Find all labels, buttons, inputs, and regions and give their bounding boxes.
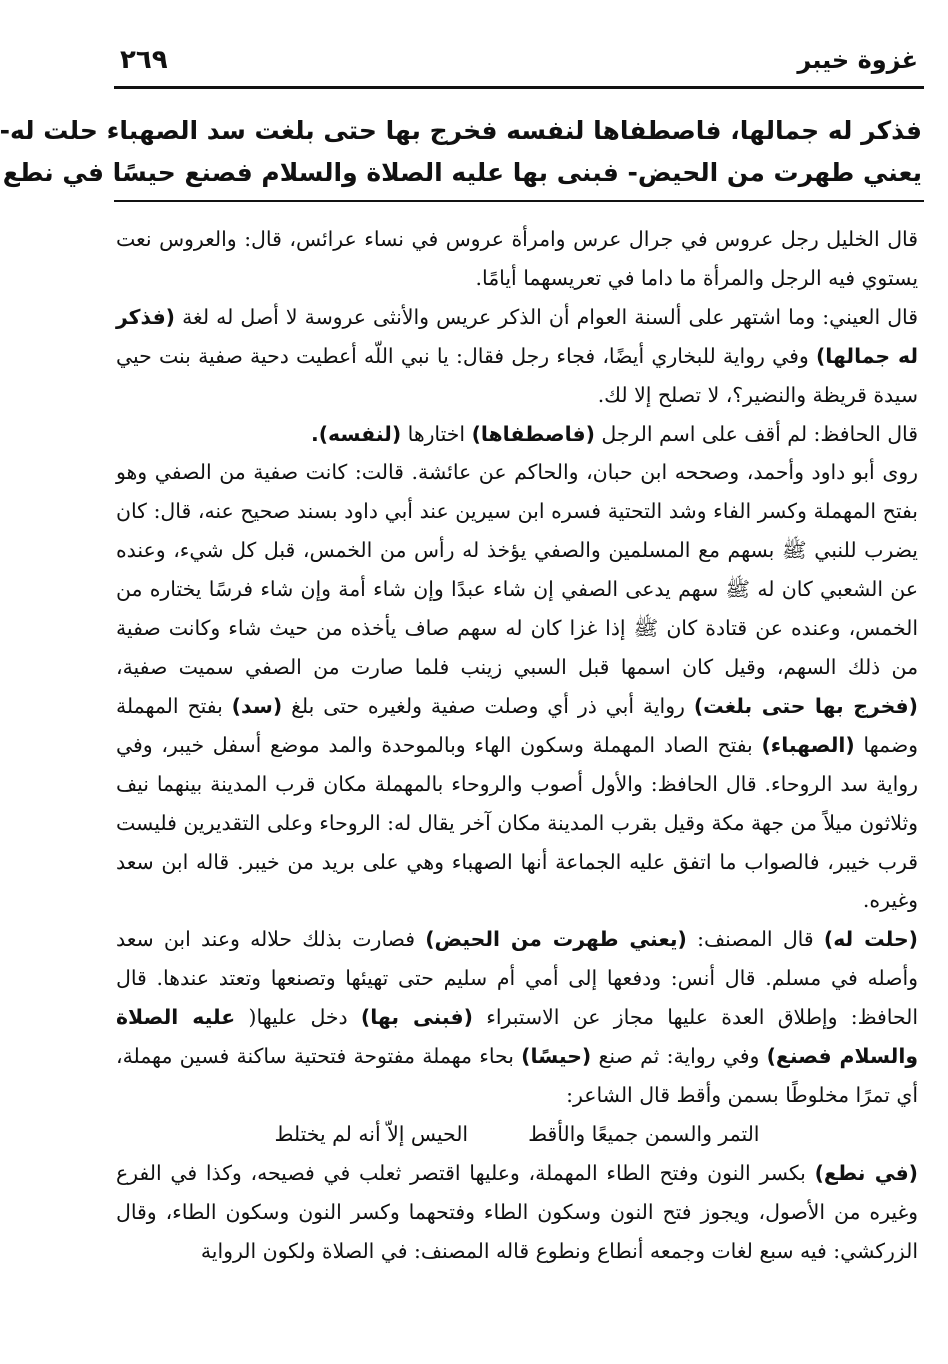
paragraph [116,220,918,298]
paragraph [116,415,918,454]
paragraph-text: بفتح الصاد المهملة وسكون الهاء وبالموحدة والمد موضع أسفل خيبر، وفي رواية سد الروحاء. قال الحافظ: والأول أصوب والروحاء بالمهملة مكان قرب المدينة بينهما نيف وثلاثون ميلاً من جهة مكة وقيل بقرب المدينة مكان آخر يقال له: الروحاء وعلى التقديرين فليست قرب خيبر، فالصواب ما اتفق عليه الجماعة أنها الصهباء وهي على بريد من خيبر. قاله ابن سعد وغيره. [116,732,918,913]
separator-rule [114,200,924,202]
paragraph-text: روى أبو داود وأحمد، وصححه ابن حبان، والحاكم عن عائشة. قالت: كانت صفية من الصفي وهو بفتح المهملة وكسر الفاء وشد التحتية فسره ابن سيرين عند أبي داود بسند صحيح عنه، قال: كان يضرب للنبي ﷺ بسهم مع المسلمين والصفي يؤخذ له رأس من الخمس، قبل كل شيء، وعنده عن الشعبي كان له ﷺ سهم يدعى الصفي إن شاء عبدًا وإن شاء أمة وإن شاء فرسًا يختاره من الخمس، وعنده عن قتادة كان ﷺ إذا غزا كان له سهم صاف يأخذه من حيث شاء وكانت صفية من ذلك السهم، وقيل كان اسمها قبل السبي زينب فلما صارت من الصفي سميت صفية، [116,460,918,679]
paragraph [116,920,918,1115]
main-text [0,110,922,194]
paragraph [116,1154,918,1271]
verse-hemistich: التمر والسمن جميعًا والأقط [528,1121,760,1146]
paragraph-text: دخل عليها( [235,1005,361,1030]
commentary [116,220,918,1270]
paragraph-text: قال العيني: وما اشتهر على ألسنة العوام أن الذكر عريس والأنثى عروسة لا أصل له لغة [175,304,918,329]
main-text-line: يعني طهرت من الحيض- فبنى بها عليه الصلاة والسلام فصنع حيسًا في نطع [2,158,922,187]
quoted-phrase: (يعني طهرت من الحيض) [425,927,687,952]
header-rule [114,86,924,89]
quoted-phrase: عليه الصلاة والسلام فصنع) [116,1005,918,1069]
poetry-verse [116,1115,918,1154]
verse-hemistich: الحيس إلاّ أنه لم يختلط [274,1121,469,1146]
quoted-phrase: (الصهباء) [761,732,855,757]
quoted-phrase: (حيسًا) [521,1044,592,1069]
running-head [120,40,918,80]
quoted-phrase: (فبنى بها) [360,1005,473,1030]
chapter-title: غزوة خيبر [797,46,918,74]
main-text-line: فذكر له جمالها، فاصطفاها لنفسه فخرج بها حتى بلغت سد الصهباء حلت له- [0,116,922,145]
paragraph-text: بفتح المهملة وضمها [116,693,918,757]
page-number: ٢٦٩ [120,45,168,75]
paragraph-text: فصارت بذلك حلاله وعند ابن سعد وأصله في مسلم. قال أنس: ودفعها إلى أمي أم سليم حتى تهيئها وتصنعها وتعتد عندها. قال الحافظ: وإطلاق العدة عليها مجاز عن الاستبراء [116,927,918,1030]
quoted-phrase: (فاصطفاها) [471,421,595,446]
quoted-phrase: (فخرج بها حتى بلغت) [693,693,918,718]
quoted-phrase: (سد) [231,693,283,718]
quoted-phrase: (فذكر له جمالها) [116,304,918,368]
paragraph [116,298,918,415]
paragraph-text: اختارها [401,421,472,446]
paragraph [116,453,918,920]
paragraph-text: وفي رواية للبخاري أيضًا، فجاء رجل فقال: يا نبي اللّه أعطيت دحية صفية بنت حيي سيدة قريظة والنضير؟، لا تصلح إلا لك. [116,343,918,407]
paragraph-text: قال الحافظ: لم أقف على اسم الرجل [594,421,918,446]
paragraph-text: بحاء مهملة مفتوحة فتحتية ساكنة فسين مهملة، أي تمرًا مخلوطًا بسمن وأقط قال الشاعر: [116,1044,918,1107]
quoted-phrase: (حلت له) [823,927,919,952]
quoted-phrase: (لنفسه). [310,421,402,446]
paragraph-text: قال المصنف: [686,927,824,952]
paragraph-text: رواية أبي ذر أي وصلت صفية ولغيره حتى بلغ [282,693,694,718]
paragraph-text: بكسر النون وفتح الطاء المهملة، وعليها اقتصر ثعلب في فصيحه، وكذا في الفرع وغيره من الأصول، ويجوز فتح النون وسكون الطاء وفتحهما وكسر النون وسكون الطاء، وقال الزركشي: فيه سبع لغات وجمعه أنطاع ونطوع قاله المصنف: في الصلاة ولكون الرواية [116,1160,918,1263]
quoted-phrase: (في نطع) [814,1160,919,1185]
paragraph-text: قال الخليل رجل عروس في جرال عرس وامرأة عروس في نساء عرائس، قال: والعروس نعت يستوي فيه الرجل والمرأة ما داما في تعريسهما أيامًا. [116,227,918,290]
paragraph-text: وفي رواية: ثم صنع [591,1044,767,1069]
